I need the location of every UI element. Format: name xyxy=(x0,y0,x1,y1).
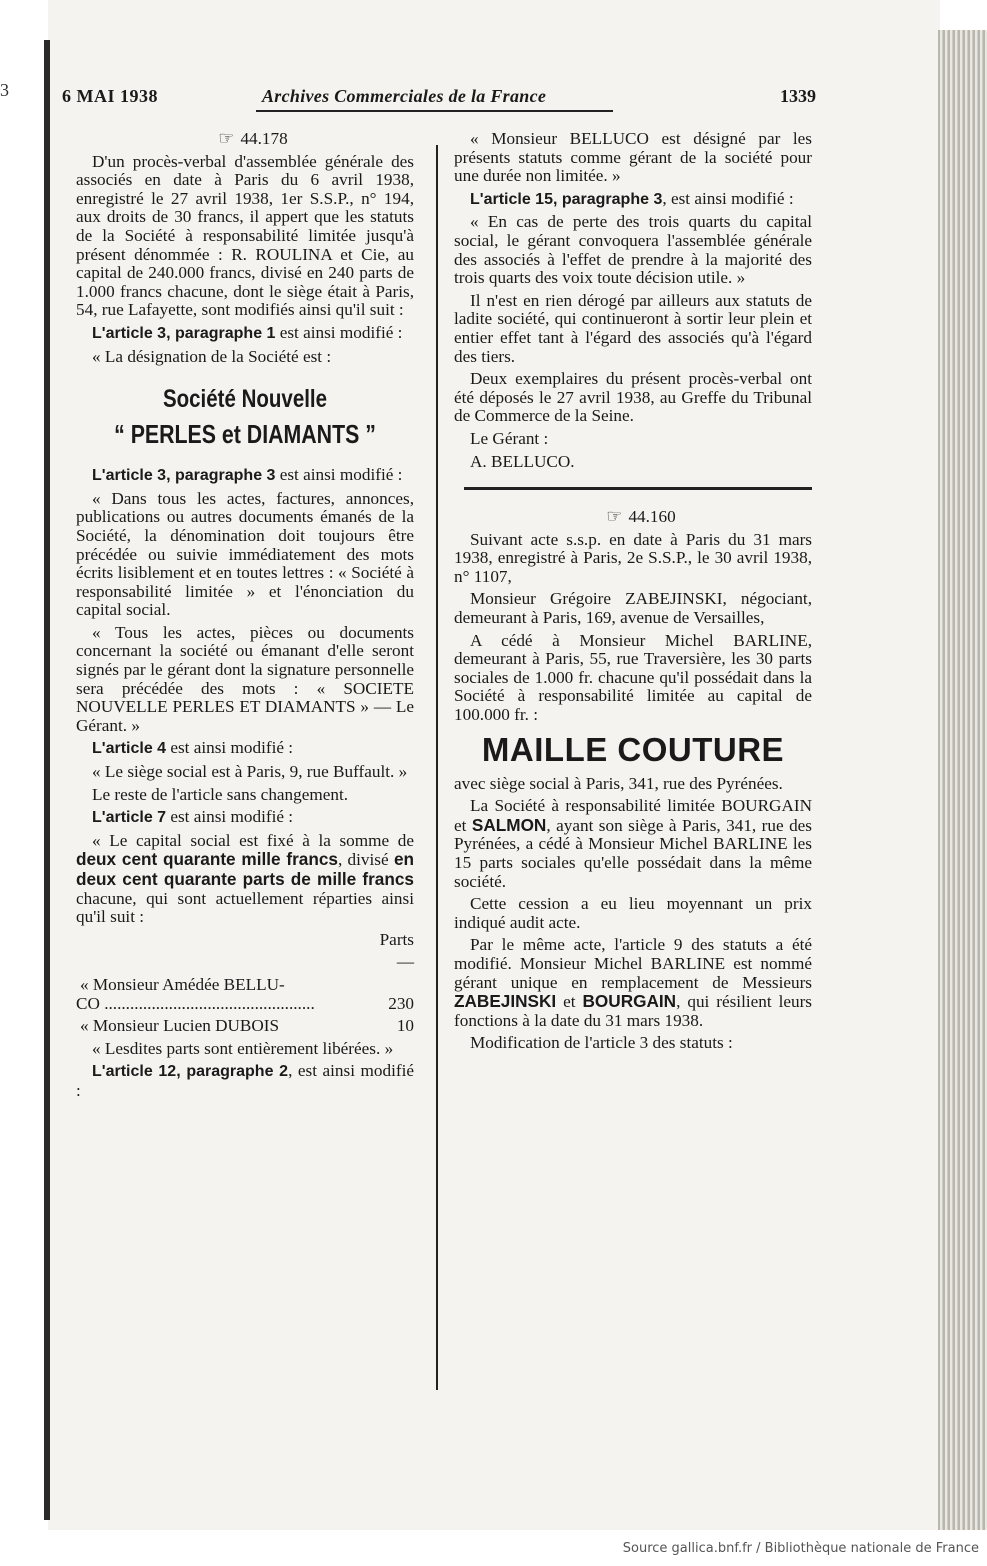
designation-paragraph: « La désignation de la Société est : xyxy=(92,346,332,366)
pointing-hand-icon: ☞ xyxy=(218,128,235,149)
notice-ref-2 xyxy=(454,508,812,527)
company-name-maille: MAILLE COUTURE xyxy=(481,730,785,768)
title-underline xyxy=(256,110,613,112)
modification-paragraph: Modification de l'article 3 des statuts : xyxy=(470,1033,733,1053)
article-3-3-line: L'article 3, paragraphe 3 est ainsi modifié : xyxy=(92,465,403,485)
page-edges xyxy=(938,30,987,1530)
page-number: 1339 xyxy=(780,86,816,106)
cede-paragraph: A cédé à Monsieur Michel BARLINE, demeurant à Paris, 55, rue Traversière, les 30 parts sociales de 1.000 fr. chacune qu'il possédait dans la Société à responsabilité limitée au capital de 100.000 fr. : xyxy=(454,630,812,725)
belluco-paragraph: « Monsieur BELLUCO est désigné par les présents statuts comme gérant de la société pour une durée non limitée. » xyxy=(454,129,812,186)
holder1-line-a: « Monsieur Amédée BELLU- xyxy=(80,974,285,994)
margin-mark: 3 xyxy=(0,80,9,100)
journal-title: Archives Commerciales de la France xyxy=(262,86,547,106)
suivant-paragraph: Suivant acte s.s.p. en date à Paris du 31 mars 1938, enregistré à Paris, 2e S.S.P., le 30 avril 1938, n° 1107, xyxy=(454,529,812,586)
deroge-paragraph: Il n'est en rien dérogé par ailleurs aux statuts de ladite société, qui continueront à sortir leur plein et entier effet tant à l'égard des associés qu'à l'égard des tiers. xyxy=(454,290,812,366)
source-credit: Source gallica.bnf.fr / Bibliothèque nationale de France xyxy=(622,1541,979,1556)
manager-name: A. BELLUCO. xyxy=(470,451,575,471)
meme-acte-paragraph: Par le même acte, l'article 9 des statuts a été modifié. Monsieur Michel BARLINE est nommé gérant unique en remplacement de Messieurs ZABEJINSKI et BOURGAIN, qui résilient leurs fonctions à la date du 31 mars 1938. xyxy=(454,935,812,1030)
left-column xyxy=(76,130,414,1105)
notice-number: 44.178 xyxy=(240,129,288,148)
cession-paragraph: Cette cession a eu lieu moyennant un prix indiqué audit acte. xyxy=(454,894,812,932)
article-4-line: L'article 4 est ainsi modifié : xyxy=(92,738,294,758)
article-heading: L'article 4 xyxy=(92,740,167,758)
bourgain-paragraph: La Société à responsabilité limitée BOURGAIN et SALMON, ayant son siège à Paris, 341, rue des Pyrénées, a cédé à Monsieur Michel BARLINE les 15 parts sociales qu'elle possédait dans la même société. xyxy=(454,796,812,891)
article-15-line: L'article 15, paragraphe 3, est ainsi modifié : xyxy=(470,188,794,208)
article-heading: L'article 3, paragraphe 1 xyxy=(92,324,276,342)
siege-paragraph: « Le siège social est à Paris, 9, rue Buffault. » xyxy=(92,762,408,782)
article-heading: L'article 3, paragraphe 3 xyxy=(92,467,276,485)
company-name-line1: Société Nouvelle xyxy=(162,385,328,414)
article-7-line: L'article 7 est ainsi modifié : xyxy=(92,807,294,827)
binding-spine xyxy=(44,40,50,1520)
notice-number: 44.160 xyxy=(628,507,676,527)
issue-date: 6 MAI 1938 xyxy=(62,86,158,106)
parts-heading: Parts xyxy=(379,929,414,949)
article-heading: L'article 12, paragraphe 2 xyxy=(92,1063,289,1081)
actes-paragraph: « Dans tous les actes, factures, annonces, publications ou autres documents émanés de la Société, la dénomination doit toujours être précédée ou suivie immédiatement des mots écrits lisiblement et en toutes lettres : « Société à responsabilité limitée » et l'énonciation du capital social. xyxy=(76,488,414,620)
reste-paragraph: Le reste de l'article sans changement. xyxy=(92,784,349,804)
zabejinski-paragraph: Monsieur Grégoire ZABEJINSKI, négociant, demeurant à Paris, 169, avenue de Versailles, xyxy=(454,589,812,628)
pointing-hand-icon: ☞ xyxy=(606,506,623,528)
column-divider xyxy=(436,145,438,1390)
manager-label: Le Gérant : xyxy=(470,428,549,448)
notice-separator xyxy=(464,487,812,490)
notice-ref xyxy=(76,130,414,149)
holder2-row xyxy=(76,1017,414,1036)
holder1-row xyxy=(76,995,414,1014)
deposit-paragraph: Deux exemplaires du présent procès-verbal ont été déposés le 27 avril 1938, au Greffe du Tribunal de Commerce de la Seine. xyxy=(454,369,812,426)
holder1-parts: 230 xyxy=(388,993,414,1013)
capital-paragraph: « Le capital social est fixé à la somme de deux cent quarante mille francs, divisé en deux cent quarante parts de mille francs chacune, qui sont actuellement réparties ainsi qu'il suit : xyxy=(76,830,414,927)
avec-paragraph: avec siège social à Paris, 341, rue des Pyrénées. xyxy=(454,773,783,793)
parts-dash: — xyxy=(396,952,414,972)
company-name-line2: “ PERLES et DIAMANTS ” xyxy=(114,419,376,450)
liberees-paragraph: « Lesdites parts sont entièrement libérées. » xyxy=(92,1038,394,1058)
perte-paragraph: « En cas de perte des trois quarts du capital social, le gérant convoquera l'assemblée générale des associés à l'effet de prendre à la majorité des trois quarts des voix toute décision utile. » xyxy=(454,212,812,288)
intro-paragraph: D'un procès-verbal d'assemblée générale des associés en date à Paris du 6 avril 1938, enregistré le 27 avril 1938, 1er S.S.P., n° 194, aux droits de 30 francs, il appert que les statuts de la Société à responsabilité limitée jusqu'à présent dénommée : R. ROULINA et Cie, au capital de 240.000 francs, divisé en 240 parts de 1.000 francs chacune, dont le siège était à Paris, 54, rue Lafayette, sont modifiés ainsi qu'il suit : xyxy=(76,151,414,320)
article-heading: L'article 7 xyxy=(92,809,167,827)
article-12-line: L'article 12, paragraphe 2, est ainsi modifié : xyxy=(76,1061,414,1100)
signature-paragraph: « Tous les actes, pièces ou documents concernant la société ou émanant d'elle seront signés par le gérant dont la signature personnelle sera précédée des mots : « SOCIETE NOUVELLE PERLES ET DIAMANTS » — Le Gérant. » xyxy=(76,622,414,735)
article-3-1-line: L'article 3, paragraphe 1 est ainsi modifié : xyxy=(92,322,403,342)
holder1-name: CO ................................................. xyxy=(76,994,315,1013)
right-column xyxy=(454,130,812,1057)
holder2-parts: 10 xyxy=(396,1016,414,1036)
article-heading: L'article 15, paragraphe 3 xyxy=(470,190,663,208)
holder2-name: « Monsieur Lucien DUBOIS xyxy=(80,1017,280,1036)
